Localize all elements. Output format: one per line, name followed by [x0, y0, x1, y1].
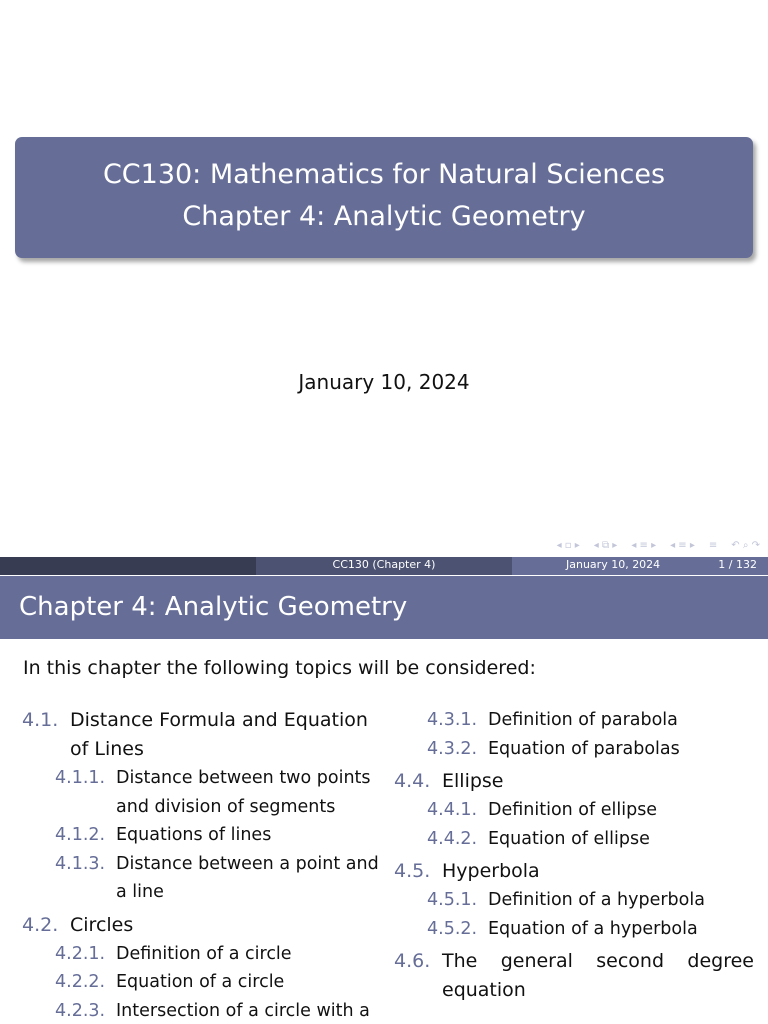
toc-section[interactable]	[394, 767, 754, 796]
footline-date: January 10, 2024	[566, 558, 661, 571]
nav-appendix-icon[interactable]: ◂ ≡ ▸	[670, 539, 695, 551]
toc-subsection[interactable]	[427, 735, 754, 764]
toc-subsection-title: Equation of a hyperbola	[488, 918, 698, 939]
toc-section-number: 4.6.	[394, 950, 431, 972]
toc-subsection[interactable]	[55, 850, 382, 907]
toc-section[interactable]	[394, 857, 754, 886]
footline-author	[0, 557, 256, 575]
toc-subsection-number: 4.3.1.	[427, 710, 478, 730]
toc-subsection[interactable]	[55, 968, 382, 997]
toc-subsection-number: 4.4.1.	[427, 800, 478, 820]
toc-section-title: The general second degree equation	[442, 950, 754, 1001]
toc-subsection-number: 4.5.1.	[427, 890, 478, 910]
toc-subsection-number: 4.4.2.	[427, 828, 478, 849]
toc-subsection-title: Equations of lines	[116, 825, 272, 845]
nav-section-icon[interactable]: ◂ ≡ ▸	[631, 539, 657, 551]
toc-subsection[interactable]	[55, 997, 382, 1024]
toc-section-title: Hyperbola	[442, 860, 540, 882]
presentation-title: CC130: Mathematics for Natural Sciences	[102, 159, 666, 190]
toc-section[interactable]	[394, 947, 754, 1005]
toc-subsection-title: Distance between a point and a line	[116, 853, 379, 902]
toc-section-number: 4.4.	[394, 770, 431, 792]
toc-subsection-title: Intersection of a circle with a	[116, 1000, 370, 1021]
toc-subsection-title: Equation of a circle	[116, 972, 285, 992]
nav-search-icon[interactable]: ↶ ⌕ ↷	[731, 539, 760, 551]
toc-subsection-number: 4.1.1.	[55, 768, 106, 788]
toc-section-title: Circles	[70, 913, 134, 936]
toc-subsection[interactable]	[55, 940, 382, 969]
frame-title-bar	[0, 576, 768, 639]
toc-subsection-title: Definition of parabola	[488, 710, 678, 730]
nav-frame-icon[interactable]: ◂ ▫ ▸	[556, 539, 580, 551]
toc-subsection[interactable]	[427, 796, 754, 825]
toc-subsection[interactable]	[427, 825, 754, 854]
toc-subsection-title: Distance between two points and division of segments	[116, 768, 371, 817]
toc-subsection-title: Equation of parabolas	[488, 738, 680, 759]
toc-section-number: 4.2.	[22, 913, 59, 936]
presentation-subtitle: Chapter 4: Analytic Geometry	[182, 201, 586, 232]
toc-section[interactable]	[22, 911, 382, 940]
toc-section-title: Ellipse	[442, 770, 504, 792]
toc-subsection[interactable]	[55, 764, 382, 821]
toc-subsection-number: 4.5.2.	[427, 918, 478, 939]
toc-subsection-number: 4.2.3.	[55, 1000, 106, 1021]
toc-right-column	[394, 706, 754, 1005]
toc-subsection-number: 4.2.1.	[55, 943, 106, 964]
beamer-navigation-bar	[557, 538, 760, 552]
toc-subsection[interactable]	[427, 886, 754, 915]
toc-subsection-title: Definition of a circle	[116, 943, 292, 964]
toc-left-column	[22, 706, 382, 1024]
toc-subsection-number: 4.1.2.	[55, 825, 106, 845]
toc-subsection-number: 4.3.2.	[427, 738, 478, 759]
toc-section-title: Distance Formula and Equation of Lines	[70, 709, 368, 760]
toc-subsection-number: 4.2.2.	[55, 972, 106, 992]
toc-section-number: 4.1.	[22, 709, 59, 731]
frame-title: Chapter 4: Analytic Geometry	[19, 592, 408, 622]
footline-page-number: 1 / 132	[718, 558, 757, 571]
title-block	[15, 137, 753, 258]
footline-date-page	[512, 557, 768, 575]
presentation-date: January 10, 2024	[298, 370, 470, 394]
toc-subsection-title: Definition of ellipse	[488, 800, 658, 820]
nav-subsection-icon[interactable]: ◂ ⧉ ▸	[593, 539, 618, 551]
footline-short-title: CC130 (Chapter 4)	[256, 557, 512, 575]
toc-section-number: 4.5.	[394, 860, 431, 882]
toc-subsection[interactable]	[427, 706, 754, 735]
nav-toc-icon[interactable]: ≡	[708, 539, 718, 551]
intro-text: In this chapter the following topics will be considered:	[23, 657, 536, 679]
toc-subsection-number: 4.1.3.	[55, 853, 106, 874]
toc-subsection[interactable]	[427, 915, 754, 944]
toc-section[interactable]	[22, 706, 382, 764]
footline	[0, 557, 768, 575]
toc-subsection-title: Equation of ellipse	[488, 828, 650, 849]
toc-subsection-title: Definition of a hyperbola	[488, 890, 705, 910]
contents-slide	[0, 576, 768, 1024]
toc-subsection[interactable]	[55, 821, 382, 850]
